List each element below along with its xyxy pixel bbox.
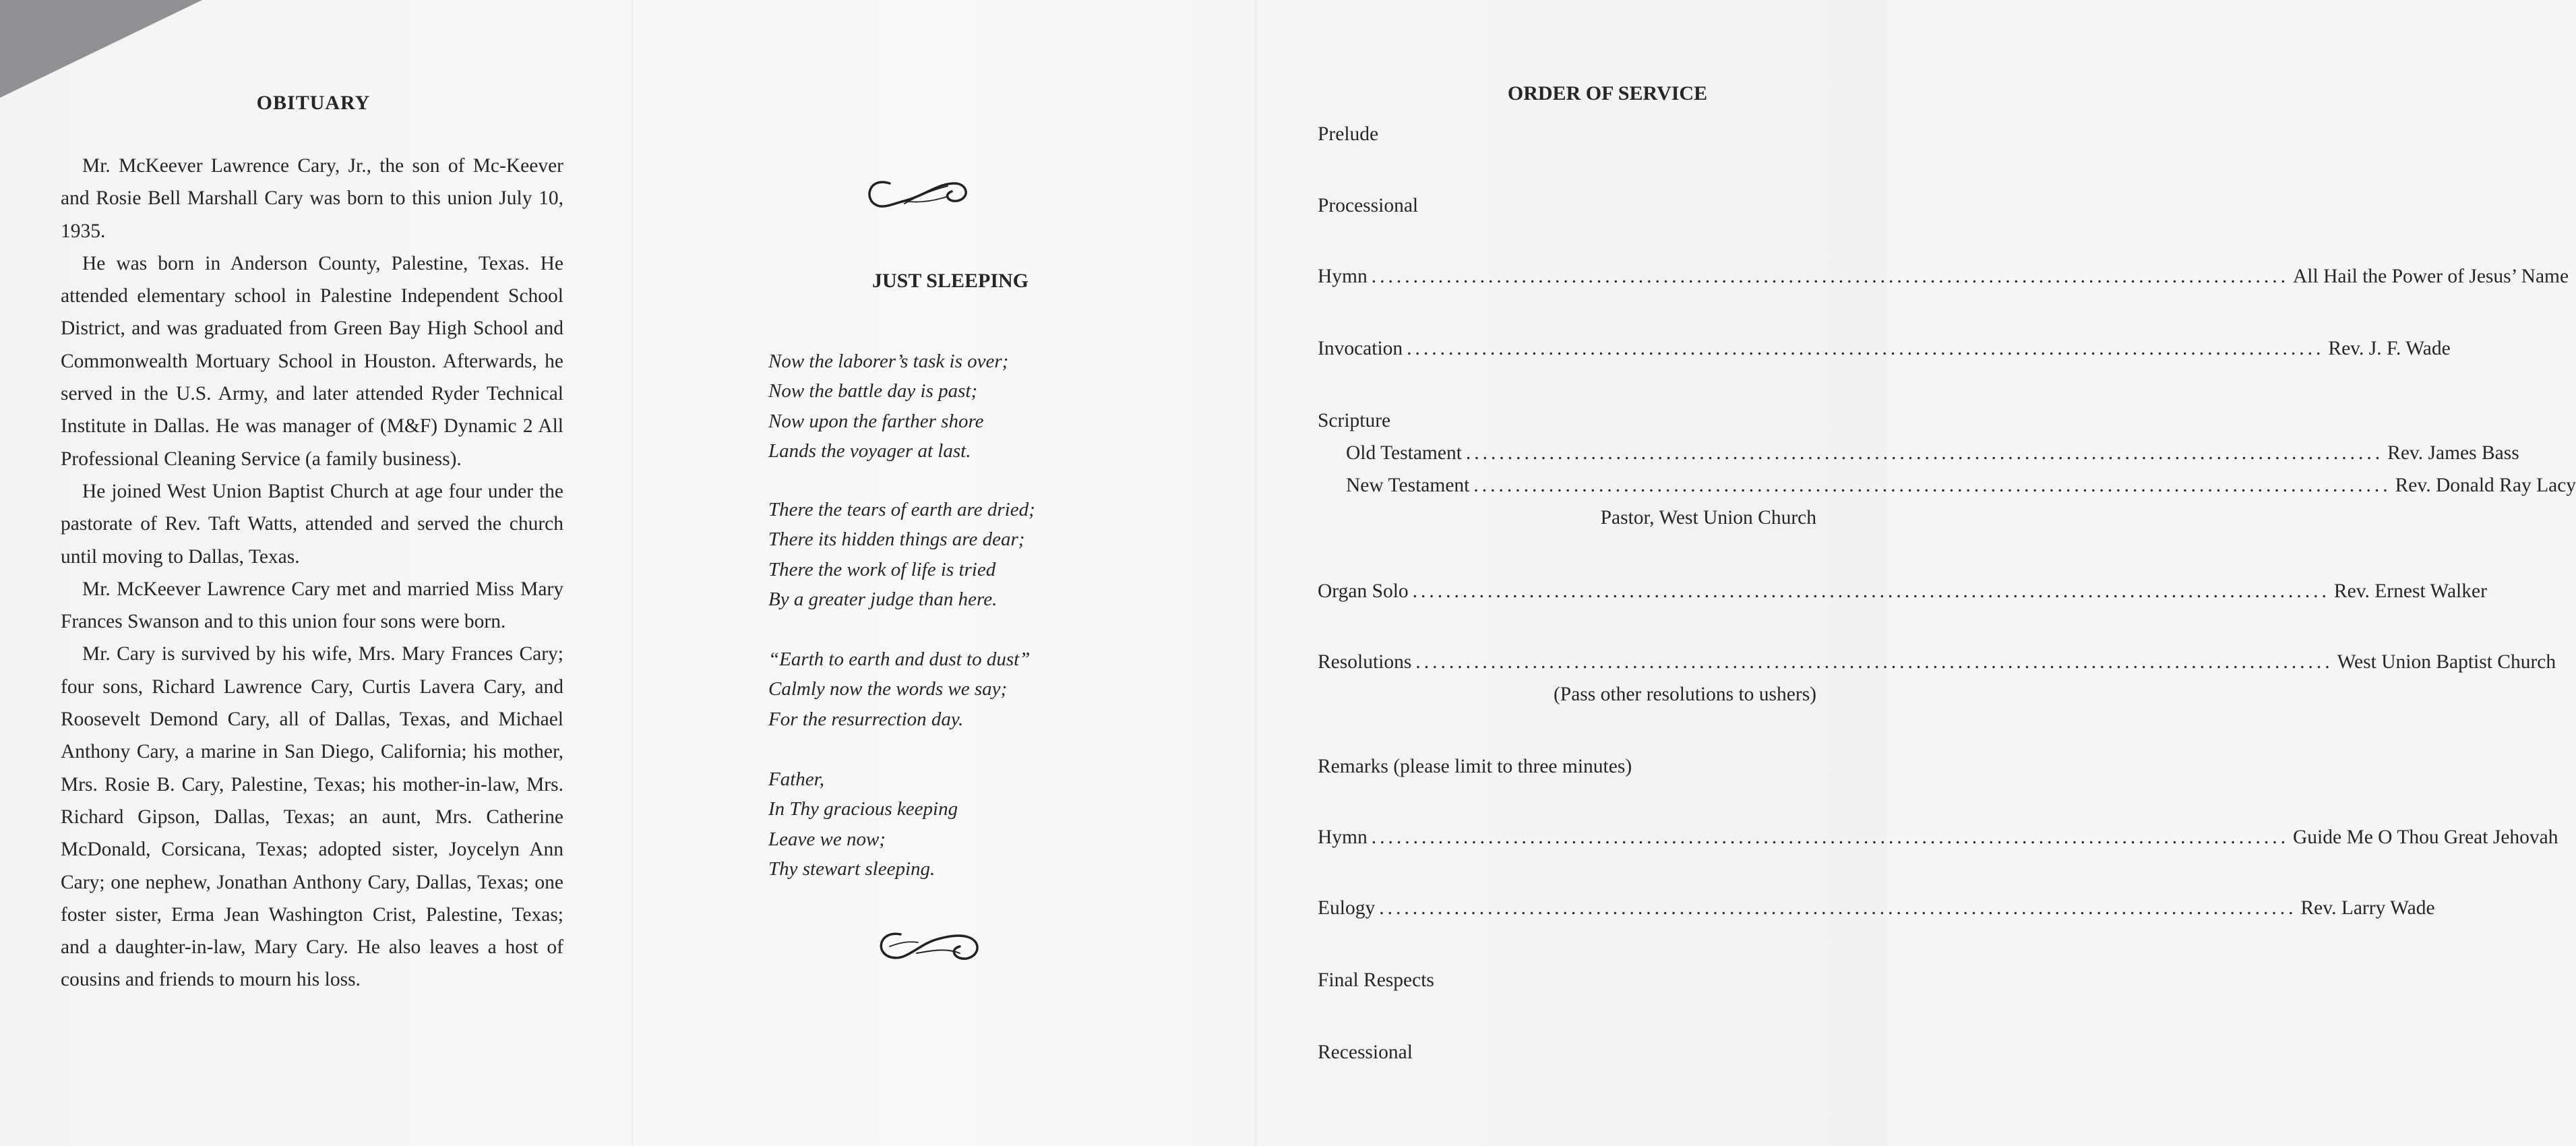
service-label: Final Respects [1318,969,1434,991]
service-label: Hymn [1318,266,1368,287]
service-item-eulogy [1318,892,2435,924]
poem-stanza [768,764,1119,884]
service-label: Prelude [1318,123,1379,145]
obituary-body [61,150,563,996]
obituary-paragraph: Mr. McKeever Lawrence Cary met and married Miss Mary Frances Swanson and to this union four sons were born. [61,578,563,633]
dot-leader: .............................................................................................................. [1465,442,2384,464]
service-item-final-respects [1318,964,1816,996]
service-item-prelude [1318,118,1816,150]
dot-leader: .............................................................................................................. [1415,651,2333,673]
service-item-resolutions [1318,646,2556,711]
dot-leader: .............................................................................................................. [1371,266,2289,287]
poem-line: There the tears of earth are dried; [768,499,1035,520]
service-value: Rev. James Bass [2387,442,2519,464]
service-item-scripture [1318,404,2576,534]
service-value: Guide Me O Thou Great Jehovah [2293,826,2558,848]
service-label: Resolutions [1318,651,1412,673]
poem-line: There the work of life is tried [768,558,996,580]
service-note: (Pass other resolutions to ushers) [1553,684,1816,705]
service-item-hymn-2 [1318,821,2558,853]
obituary-title: OBITUARY [256,92,371,114]
poem-stanza [768,644,1119,734]
service-label: New Testament [1346,475,1470,496]
poem-line: By a greater judge than here. [768,588,998,610]
poem-line: Now the battle day is past; [768,380,978,402]
poem-line: Calmly now the words we say; [768,678,1008,700]
dot-leader: .............................................................................................................. [1407,338,2325,359]
dot-leader: .............................................................................................................. [1473,475,2391,496]
service-item-hymn-1 [1318,260,2569,293]
obituary-paragraph: Mr. McKeever Lawrence Cary, Jr., the son of Mc-Keever and Rosie Bell Marshall Cary was born to this union July 10, 1935. [61,155,563,242]
service-item-processional [1318,189,1816,222]
poem-line: There its hidden things are dear; [768,529,1025,551]
poem-line: Leave we now; [768,828,886,850]
obituary-paragraph: He joined West Union Baptist Church at age four under the pastorate of Rev. Taft Watts, attended and served the church until moving to Dallas, Texas. [61,480,563,568]
service-label: Organ Solo [1318,580,1409,602]
service-label: Eulogy [1318,897,1376,919]
poem-stanza [768,495,1119,614]
service-item-recessional [1318,1036,1816,1068]
obituary-paragraph: He was born in Anderson County, Palestine, Texas. He attended elementary school in Palestine Independent School District, and was graduated from Green Bay High School and Commonwealth Mortuary School in Houston. Afterwards, he served in the U.S. Army, and later attended Ryder Technical Institute in Dallas. He was manager of (M&F) Dynamic 2 All Professional Cleaning Service (a family business). [61,252,563,470]
folded-corner [0,0,202,98]
obituary-paragraph: Mr. Cary is survived by his wife, Mrs. Mary Frances Cary; four sons, Richard Lawrence Cary, Curtis Lavera Cary, and Roosevelt Demond Cary, all of Dallas, Texas, and Michael Anthony Cary, a marine in San Diego, California; his mother, Mrs. Rosie B. Cary, Palestine, Texas; his mother-in-law, Mrs. Richard Gipson, Dallas, Texas; an aunt, Mrs. Catherine McDonald, Corsicana, Texas; adopted sister, Joycelyn Ann Cary; one nephew, Jonathan Anthony Cary, Dallas, Texas; one foster sister, Erma Jean Washington Crist, Palestine, Texas; and a daughter-in-law, Mary Cary. He also leaves a host of cousins and friends to mourn his loss. [61,643,563,991]
poem-title: JUST SLEEPING [871,270,1029,292]
poem-line: Now upon the farther shore [768,410,984,432]
service-value: Rev. J. F. Wade [2328,338,2451,359]
service-value: Rev. Ernest Walker [2333,580,2487,602]
service-label: Recessional [1318,1042,1413,1063]
service-value: Rev. Larry Wade [2300,897,2435,919]
poem-line: Now the laborer’s task is over; [768,351,1009,372]
poem-line: Lands the voyager at last. [768,440,971,462]
dot-leader: .............................................................................................................. [1371,826,2289,848]
service-note: Pastor, West Union Church [1600,507,1816,529]
poem-line: Father, [768,768,824,790]
service-label: Hymn [1318,826,1368,848]
poem-line: For the resurrection day. [768,708,964,730]
service-label: Old Testament [1346,442,1462,464]
service-item-invocation [1318,332,2451,365]
service-value: All Hail the Power of Jesus’ Name [2293,266,2569,287]
service-label: Invocation [1318,338,1403,359]
bottom-flourish-ornament [873,926,985,965]
service-value: Rev. Donald Ray Lacy [2395,475,2576,496]
service-value: West Union Baptist Church [2337,651,2556,673]
dot-leader: .............................................................................................................. [1379,897,2297,919]
dot-leader: .............................................................................................................. [1412,580,2330,602]
service-label: Processional [1318,195,1419,216]
service-label: Scripture [1318,410,1391,431]
poem-line: In Thy gracious keeping [768,798,958,820]
fold-crease-left [630,0,634,1146]
service-item-organ-solo [1318,575,2487,607]
poem-line: Thy stewart sleeping. [768,857,936,880]
top-flourish-ornament [863,174,974,213]
service-label: Remarks (please limit to three minutes) [1318,756,1632,777]
service-item-remarks [1318,750,1816,783]
fold-crease-right [1254,0,1258,1146]
poem-line: “Earth to earth and dust to dust” [768,649,1031,670]
order-of-service-title: ORDER OF SERVICE [1507,82,1708,104]
poem-stanza [768,346,1119,466]
